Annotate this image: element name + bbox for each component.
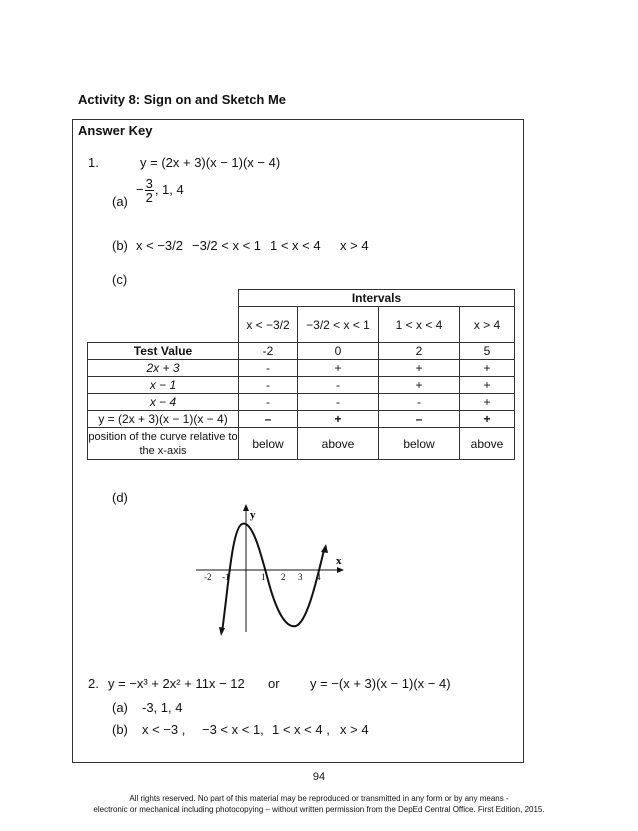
q2b-int2: −3 < x < 1,: [202, 722, 264, 737]
cell: above: [298, 428, 379, 460]
q1d-label: (d): [112, 490, 128, 505]
q1b-int2: −3/2 < x < 1: [192, 238, 262, 253]
row-label-x-minus-4: x − 4: [88, 394, 239, 411]
q1a-label: (a): [112, 194, 128, 209]
tick-label: 4: [316, 572, 321, 582]
q2-equation: y = −x³ + 2x² + 11x − 12: [108, 676, 245, 691]
interval-col-1: x < −3/2: [239, 307, 298, 343]
cell: +: [379, 360, 460, 377]
curve-arrow-left: [219, 627, 225, 636]
cell: below: [379, 428, 460, 460]
cell: +: [379, 377, 460, 394]
y-axis-arrow: [243, 504, 249, 511]
cell: –: [239, 411, 298, 428]
y-axis-label: y: [250, 509, 256, 521]
interval-col-3: 1 < x < 4: [379, 307, 460, 343]
q1b-label: (b): [112, 238, 128, 253]
row-label-product: y = (2x + 3)(x − 1)(x − 4): [88, 411, 239, 428]
row-label-x-minus-1: x − 1: [88, 377, 239, 394]
cell: –: [379, 411, 460, 428]
row-label-position: position of the curve relative to the x-axis: [88, 428, 239, 460]
cell: +: [460, 377, 515, 394]
interval-col-2: −3/2 < x < 1: [298, 307, 379, 343]
footer-line-1: All rights reserved. No part of this material may be reproduced or transmitted in any form or by any means -: [129, 794, 509, 803]
tick-label: -2: [204, 572, 212, 582]
footer-line-2: electronic or mechanical including photocopying – without written permission from the DepEd Central Office. First Edition, 2015.: [93, 805, 545, 814]
q2a-answer: -3, 1, 4: [142, 700, 183, 715]
q2-equation-alt: y = −(x + 3)(x − 1)(x − 4): [310, 676, 451, 691]
cell: -: [239, 377, 298, 394]
q2-or: or: [268, 676, 280, 691]
cubic-graph: [188, 500, 348, 640]
curve-arrow-right: [321, 544, 328, 553]
tick-label: 3: [298, 572, 303, 582]
tick-label: -1: [222, 572, 230, 582]
q1-number: 1.: [88, 155, 99, 170]
sign-table: [87, 289, 515, 460]
cell: 5: [460, 343, 515, 360]
q1a-frac-den: 2: [145, 190, 153, 205]
tick-label: 1: [261, 572, 266, 582]
q1b-int1: x < −3/2: [136, 238, 183, 253]
q1a-answer: − $\frac{3}{2}$ , 1, 4: [136, 176, 184, 205]
q1a-frac-num: 3: [145, 176, 153, 191]
tick-label: 2: [281, 572, 286, 582]
cell: 0: [298, 343, 379, 360]
cell: -: [298, 394, 379, 411]
x-axis-label: x: [336, 555, 342, 567]
page-number: 94: [312, 771, 326, 783]
cubic-curve: [222, 524, 324, 632]
q2b-label: (b): [112, 722, 128, 737]
q1a-rest: , 1, 4: [154, 181, 184, 197]
q1b-int3: 1 < x < 4: [270, 238, 321, 253]
answer-key-title: Answer Key: [78, 123, 153, 138]
q2b-int3: 1 < x < 4 ,: [272, 722, 330, 737]
cell: +: [460, 360, 515, 377]
cell: 2: [379, 343, 460, 360]
cell: -2: [239, 343, 298, 360]
cell: above: [460, 428, 515, 460]
row-label-test-value: Test Value: [88, 343, 239, 360]
q2b-int1: x < −3 ,: [142, 722, 186, 737]
cell: +: [298, 411, 379, 428]
cell: -: [298, 377, 379, 394]
cell: -: [239, 360, 298, 377]
interval-col-4: x > 4: [460, 307, 515, 343]
activity-heading: Activity 8: Sign on and Sketch Me: [78, 92, 287, 107]
q1c-label: (c): [112, 272, 128, 287]
cell: -: [379, 394, 460, 411]
q1b-int4: x > 4: [340, 238, 369, 253]
cell: below: [239, 428, 298, 460]
q2b-int4: x > 4: [340, 722, 369, 737]
q2-number: 2.: [88, 676, 99, 691]
x-axis-arrow: [337, 567, 344, 573]
cell: +: [460, 411, 515, 428]
cell: +: [460, 394, 515, 411]
cell: +: [298, 360, 379, 377]
cell: -: [239, 394, 298, 411]
row-label-2x-plus-3: 2x + 3: [88, 360, 239, 377]
q1-equation: y = (2x + 3)(x − 1)(x − 4): [140, 155, 281, 170]
q2a-label: (a): [112, 700, 128, 715]
intervals-header: Intervals: [239, 290, 515, 307]
